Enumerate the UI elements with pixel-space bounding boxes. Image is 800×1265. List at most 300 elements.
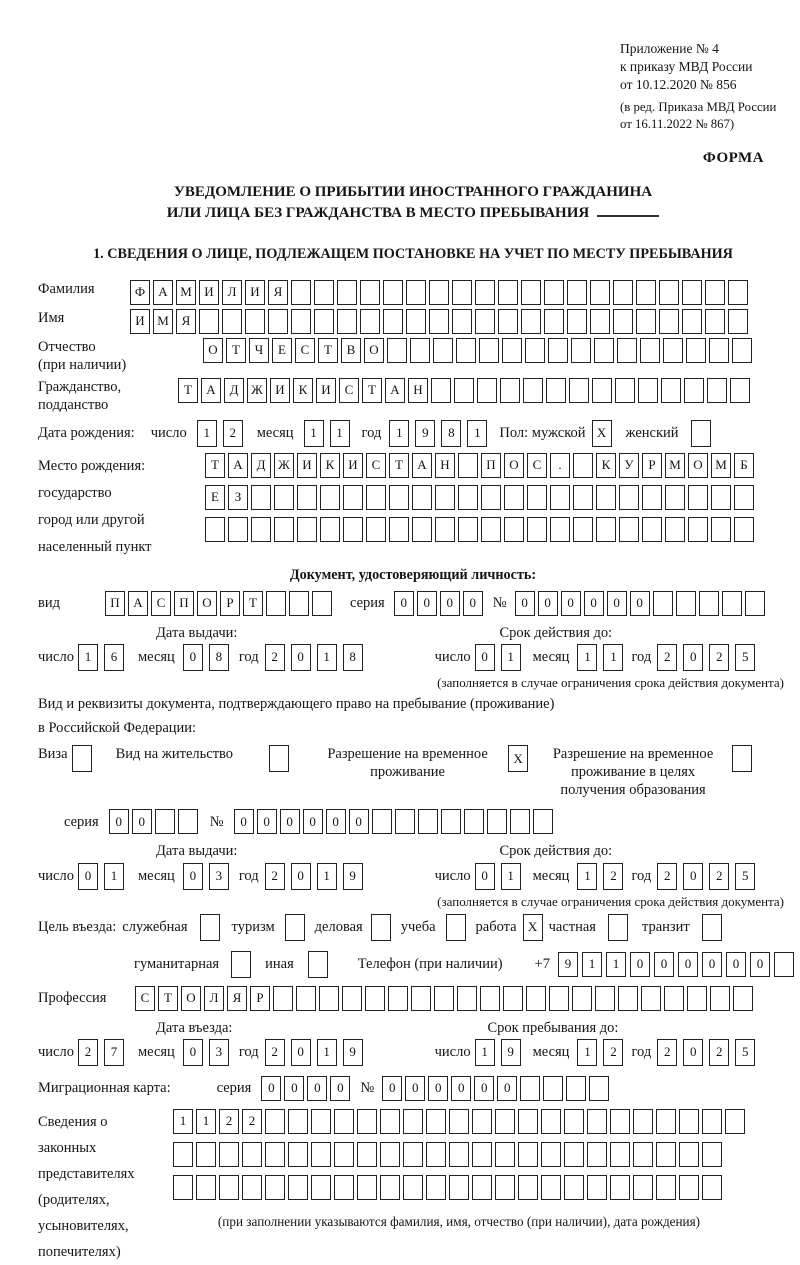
char-cell[interactable] [475, 309, 495, 334]
char-cell[interactable] [456, 338, 476, 363]
char-cell[interactable] [312, 591, 332, 616]
char-cell[interactable]: А [385, 378, 405, 403]
char-cell[interactable] [406, 309, 426, 334]
char-cell[interactable]: 1 [501, 863, 521, 890]
char-cell[interactable] [357, 1142, 377, 1167]
char-cell[interactable]: 0 [428, 1076, 448, 1101]
char-cell[interactable] [395, 809, 415, 834]
char-cell[interactable] [544, 280, 564, 305]
char-cell[interactable] [500, 378, 520, 403]
char-cell[interactable] [242, 1175, 262, 1200]
char-cell[interactable]: 0 [561, 591, 581, 616]
char-cell[interactable] [311, 1109, 331, 1134]
char-cell[interactable] [383, 309, 403, 334]
char-cell[interactable] [337, 280, 357, 305]
char-cell[interactable] [640, 338, 660, 363]
char-cell[interactable] [403, 1142, 423, 1167]
char-cell[interactable] [334, 1142, 354, 1167]
char-cell[interactable] [659, 280, 679, 305]
char-cell[interactable] [687, 986, 707, 1011]
char-cell[interactable]: 0 [474, 1076, 494, 1101]
char-cell[interactable] [564, 1175, 584, 1200]
char-cell[interactable] [734, 485, 754, 510]
char-cell[interactable] [705, 280, 725, 305]
char-cell[interactable]: 2 [709, 644, 729, 671]
char-cell[interactable] [495, 1142, 515, 1167]
char-cell[interactable] [664, 986, 684, 1011]
char-cell[interactable]: А [412, 453, 432, 478]
char-cell[interactable] [730, 378, 750, 403]
char-cell[interactable]: 9 [343, 863, 363, 890]
char-cell[interactable] [429, 280, 449, 305]
char-cell[interactable]: Т [243, 591, 263, 616]
char-cell[interactable]: Р [250, 986, 270, 1011]
char-cell[interactable]: Н [435, 453, 455, 478]
char-cell[interactable] [728, 280, 748, 305]
char-cell[interactable]: 0 [291, 1039, 311, 1066]
char-cell[interactable] [564, 1109, 584, 1134]
char-cell[interactable]: Т [205, 453, 225, 478]
char-cell[interactable] [273, 986, 293, 1011]
char-cell[interactable] [550, 517, 570, 542]
char-cell[interactable]: 0 [497, 1076, 517, 1101]
char-cell[interactable] [520, 1076, 540, 1101]
char-cell[interactable]: Ж [247, 378, 267, 403]
char-cell[interactable]: 0 [726, 952, 746, 977]
char-cell[interactable]: 7 [104, 1039, 124, 1066]
char-cell[interactable] [342, 986, 362, 1011]
char-cell[interactable] [365, 986, 385, 1011]
char-cell[interactable] [610, 1109, 630, 1134]
char-cell[interactable] [734, 517, 754, 542]
char-cell[interactable]: О [504, 453, 524, 478]
char-cell[interactable] [618, 986, 638, 1011]
char-cell[interactable]: 0 [307, 1076, 327, 1101]
char-cell[interactable] [510, 809, 530, 834]
char-cell[interactable]: 2 [657, 863, 677, 890]
char-cell[interactable]: 0 [607, 591, 627, 616]
char-cell[interactable] [544, 309, 564, 334]
char-cell[interactable] [566, 1076, 586, 1101]
char-cell[interactable]: 2 [242, 1109, 262, 1134]
char-cell[interactable] [231, 951, 251, 978]
char-cell[interactable] [633, 1175, 653, 1200]
char-cell[interactable] [426, 1175, 446, 1200]
char-cell[interactable]: 0 [405, 1076, 425, 1101]
char-cell[interactable] [458, 517, 478, 542]
char-cell[interactable]: И [316, 378, 336, 403]
char-cell[interactable] [412, 517, 432, 542]
char-cell[interactable] [269, 745, 289, 772]
char-cell[interactable]: Т [362, 378, 382, 403]
char-cell[interactable] [308, 951, 328, 978]
char-cell[interactable]: 1 [304, 420, 324, 447]
char-cell[interactable] [72, 745, 92, 772]
char-cell[interactable] [449, 1175, 469, 1200]
char-cell[interactable]: 0 [440, 591, 460, 616]
char-cell[interactable]: Л [222, 280, 242, 305]
char-cell[interactable]: 0 [451, 1076, 471, 1101]
char-cell[interactable] [412, 485, 432, 510]
char-cell[interactable] [656, 1175, 676, 1200]
char-cell[interactable] [661, 378, 681, 403]
char-cell[interactable]: Я [227, 986, 247, 1011]
char-cell[interactable] [702, 1109, 722, 1134]
char-cell[interactable] [435, 485, 455, 510]
char-cell[interactable]: С [527, 453, 547, 478]
char-cell[interactable] [546, 378, 566, 403]
char-cell[interactable] [487, 809, 507, 834]
char-cell[interactable] [707, 378, 727, 403]
char-cell[interactable]: 0 [678, 952, 698, 977]
char-cell[interactable] [638, 378, 658, 403]
char-cell[interactable] [710, 986, 730, 1011]
char-cell[interactable] [656, 1109, 676, 1134]
char-cell[interactable] [178, 809, 198, 834]
char-cell[interactable] [251, 517, 271, 542]
char-cell[interactable] [495, 1175, 515, 1200]
char-cell[interactable]: К [293, 378, 313, 403]
char-cell[interactable] [449, 1142, 469, 1167]
char-cell[interactable]: . [550, 453, 570, 478]
char-cell[interactable]: 0 [291, 863, 311, 890]
char-cell[interactable] [587, 1142, 607, 1167]
char-cell[interactable] [200, 914, 220, 941]
char-cell[interactable] [403, 1109, 423, 1134]
char-cell[interactable] [521, 280, 541, 305]
char-cell[interactable]: П [174, 591, 194, 616]
char-cell[interactable] [573, 453, 593, 478]
char-cell[interactable] [320, 517, 340, 542]
char-cell[interactable] [477, 378, 497, 403]
char-cell[interactable] [633, 1109, 653, 1134]
char-cell[interactable] [320, 485, 340, 510]
char-cell[interactable] [266, 591, 286, 616]
char-cell[interactable] [173, 1175, 193, 1200]
char-cell[interactable]: 2 [603, 1039, 623, 1066]
char-cell[interactable] [567, 309, 587, 334]
char-cell[interactable]: 0 [417, 591, 437, 616]
char-cell[interactable] [682, 280, 702, 305]
char-cell[interactable] [334, 1175, 354, 1200]
char-cell[interactable] [590, 280, 610, 305]
char-cell[interactable]: М [665, 453, 685, 478]
char-cell[interactable]: А [201, 378, 221, 403]
char-cell[interactable] [633, 1142, 653, 1167]
char-cell[interactable] [688, 485, 708, 510]
char-cell[interactable] [268, 309, 288, 334]
char-cell[interactable] [619, 485, 639, 510]
char-cell[interactable] [711, 517, 731, 542]
char-cell[interactable]: О [203, 338, 223, 363]
char-cell[interactable]: 0 [132, 809, 152, 834]
char-cell[interactable] [289, 591, 309, 616]
char-cell[interactable] [372, 809, 392, 834]
char-cell[interactable]: И [343, 453, 363, 478]
char-cell[interactable]: 0 [475, 644, 495, 671]
char-cell[interactable]: 1 [78, 644, 98, 671]
char-cell[interactable]: 1 [317, 1039, 337, 1066]
char-cell[interactable]: О [688, 453, 708, 478]
char-cell[interactable] [733, 986, 753, 1011]
char-cell[interactable] [502, 338, 522, 363]
char-cell[interactable] [610, 1142, 630, 1167]
char-cell[interactable] [288, 1175, 308, 1200]
char-cell[interactable] [711, 485, 731, 510]
char-cell[interactable] [686, 338, 706, 363]
char-cell[interactable] [457, 986, 477, 1011]
char-cell[interactable] [641, 986, 661, 1011]
char-cell[interactable]: 2 [78, 1039, 98, 1066]
char-cell[interactable] [608, 914, 628, 941]
char-cell[interactable]: 0 [78, 863, 98, 890]
char-cell[interactable] [774, 952, 794, 977]
char-cell[interactable] [653, 591, 673, 616]
char-cell[interactable]: 0 [630, 591, 650, 616]
char-cell[interactable] [360, 280, 380, 305]
char-cell[interactable]: 0 [538, 591, 558, 616]
char-cell[interactable]: Ч [249, 338, 269, 363]
char-cell[interactable]: 8 [209, 644, 229, 671]
char-cell[interactable] [709, 338, 729, 363]
char-cell[interactable] [403, 1175, 423, 1200]
char-cell[interactable] [619, 517, 639, 542]
char-cell[interactable] [676, 591, 696, 616]
char-cell[interactable] [567, 280, 587, 305]
char-cell[interactable] [503, 986, 523, 1011]
char-cell[interactable] [550, 485, 570, 510]
char-cell[interactable] [656, 1142, 676, 1167]
char-cell[interactable]: 0 [394, 591, 414, 616]
char-cell[interactable] [679, 1109, 699, 1134]
char-cell[interactable] [388, 986, 408, 1011]
char-cell[interactable] [228, 517, 248, 542]
char-cell[interactable] [472, 1142, 492, 1167]
char-cell[interactable] [311, 1142, 331, 1167]
char-cell[interactable] [587, 1109, 607, 1134]
char-cell[interactable] [691, 420, 711, 447]
char-cell[interactable]: 1 [317, 863, 337, 890]
char-cell[interactable]: И [130, 309, 150, 334]
char-cell[interactable] [684, 378, 704, 403]
char-cell[interactable] [433, 338, 453, 363]
char-cell[interactable] [464, 809, 484, 834]
char-cell[interactable] [389, 517, 409, 542]
char-cell[interactable]: 2 [219, 1109, 239, 1134]
char-cell[interactable]: 1 [582, 952, 602, 977]
char-cell[interactable]: 0 [330, 1076, 350, 1101]
char-cell[interactable] [495, 1109, 515, 1134]
char-cell[interactable]: М [711, 453, 731, 478]
char-cell[interactable] [426, 1109, 446, 1134]
char-cell[interactable] [679, 1175, 699, 1200]
char-cell[interactable] [454, 378, 474, 403]
char-cell[interactable] [732, 745, 752, 772]
char-cell[interactable]: 1 [467, 420, 487, 447]
char-cell[interactable] [274, 485, 294, 510]
char-cell[interactable]: А [228, 453, 248, 478]
char-cell[interactable] [475, 280, 495, 305]
char-cell[interactable] [481, 517, 501, 542]
char-cell[interactable] [343, 485, 363, 510]
char-cell[interactable]: 2 [657, 1039, 677, 1066]
char-cell[interactable] [319, 986, 339, 1011]
char-cell[interactable]: П [481, 453, 501, 478]
char-cell[interactable]: Т [158, 986, 178, 1011]
char-cell[interactable]: 3 [209, 1039, 229, 1066]
char-cell[interactable] [311, 1175, 331, 1200]
char-cell[interactable] [219, 1175, 239, 1200]
char-cell[interactable]: В [341, 338, 361, 363]
char-cell[interactable] [431, 378, 451, 403]
char-cell[interactable] [541, 1142, 561, 1167]
char-cell[interactable] [479, 338, 499, 363]
char-cell[interactable] [642, 485, 662, 510]
char-cell[interactable]: Т [389, 453, 409, 478]
char-cell[interactable] [613, 280, 633, 305]
char-cell[interactable] [572, 986, 592, 1011]
char-cell[interactable] [406, 280, 426, 305]
char-cell[interactable] [564, 1142, 584, 1167]
char-cell[interactable] [337, 309, 357, 334]
char-cell[interactable]: Л [204, 986, 224, 1011]
char-cell[interactable]: И [245, 280, 265, 305]
char-cell[interactable]: Я [176, 309, 196, 334]
char-cell[interactable]: 2 [657, 644, 677, 671]
char-cell[interactable]: 5 [735, 1039, 755, 1066]
char-cell[interactable]: 1 [173, 1109, 193, 1134]
char-cell[interactable]: 0 [463, 591, 483, 616]
char-cell[interactable] [155, 809, 175, 834]
char-cell[interactable] [549, 986, 569, 1011]
char-cell[interactable] [296, 986, 316, 1011]
char-cell[interactable]: Е [205, 485, 225, 510]
char-cell[interactable]: Т [318, 338, 338, 363]
char-cell[interactable] [449, 1109, 469, 1134]
char-cell[interactable]: 2 [265, 1039, 285, 1066]
char-cell[interactable] [679, 1142, 699, 1167]
char-cell[interactable]: Я [268, 280, 288, 305]
char-cell[interactable] [199, 309, 219, 334]
char-cell[interactable] [196, 1142, 216, 1167]
char-cell[interactable] [518, 1142, 538, 1167]
char-cell[interactable]: 0 [303, 809, 323, 834]
char-cell[interactable]: С [339, 378, 359, 403]
char-cell[interactable]: Р [220, 591, 240, 616]
char-cell[interactable] [219, 1142, 239, 1167]
char-cell[interactable]: 0 [284, 1076, 304, 1101]
char-cell[interactable] [472, 1109, 492, 1134]
char-cell[interactable]: 1 [577, 1039, 597, 1066]
char-cell[interactable] [548, 338, 568, 363]
char-cell[interactable]: 0 [291, 644, 311, 671]
char-cell[interactable]: 2 [709, 863, 729, 890]
char-cell[interactable] [642, 517, 662, 542]
char-cell[interactable] [699, 591, 719, 616]
char-cell[interactable] [527, 485, 547, 510]
char-cell[interactable]: 6 [104, 644, 124, 671]
char-cell[interactable]: М [153, 309, 173, 334]
char-cell[interactable] [383, 280, 403, 305]
char-cell[interactable] [518, 1175, 538, 1200]
char-cell[interactable]: О [197, 591, 217, 616]
char-cell[interactable]: 2 [265, 863, 285, 890]
char-cell[interactable]: X [592, 420, 612, 447]
char-cell[interactable]: Д [224, 378, 244, 403]
char-cell[interactable] [541, 1175, 561, 1200]
char-cell[interactable]: И [270, 378, 290, 403]
char-cell[interactable] [665, 517, 685, 542]
char-cell[interactable]: А [128, 591, 148, 616]
char-cell[interactable]: О [181, 986, 201, 1011]
char-cell[interactable] [595, 986, 615, 1011]
char-cell[interactable] [543, 1076, 563, 1101]
char-cell[interactable] [594, 338, 614, 363]
char-cell[interactable] [498, 280, 518, 305]
char-cell[interactable] [411, 986, 431, 1011]
char-cell[interactable]: 1 [475, 1039, 495, 1066]
char-cell[interactable] [526, 986, 546, 1011]
char-cell[interactable] [481, 485, 501, 510]
char-cell[interactable] [242, 1142, 262, 1167]
char-cell[interactable]: 9 [558, 952, 578, 977]
char-cell[interactable] [366, 485, 386, 510]
char-cell[interactable] [285, 914, 305, 941]
char-cell[interactable]: 1 [577, 863, 597, 890]
char-cell[interactable] [265, 1175, 285, 1200]
char-cell[interactable] [636, 309, 656, 334]
char-cell[interactable] [371, 914, 391, 941]
char-cell[interactable]: 0 [515, 591, 535, 616]
char-cell[interactable]: С [366, 453, 386, 478]
char-cell[interactable]: 0 [683, 1039, 703, 1066]
char-cell[interactable] [458, 485, 478, 510]
char-cell[interactable]: 1 [389, 420, 409, 447]
char-cell[interactable] [418, 809, 438, 834]
char-cell[interactable]: 1 [501, 644, 521, 671]
char-cell[interactable]: 0 [257, 809, 277, 834]
char-cell[interactable]: 0 [702, 952, 722, 977]
char-cell[interactable] [663, 338, 683, 363]
char-cell[interactable]: И [297, 453, 317, 478]
char-cell[interactable]: С [151, 591, 171, 616]
char-cell[interactable] [521, 309, 541, 334]
char-cell[interactable] [389, 485, 409, 510]
char-cell[interactable]: Ф [130, 280, 150, 305]
char-cell[interactable] [480, 986, 500, 1011]
char-cell[interactable]: 8 [441, 420, 461, 447]
char-cell[interactable]: X [508, 745, 528, 772]
char-cell[interactable]: 2 [265, 644, 285, 671]
char-cell[interactable] [196, 1175, 216, 1200]
char-cell[interactable] [615, 378, 635, 403]
char-cell[interactable] [274, 517, 294, 542]
char-cell[interactable]: 9 [415, 420, 435, 447]
char-cell[interactable] [523, 378, 543, 403]
char-cell[interactable] [504, 517, 524, 542]
char-cell[interactable] [504, 485, 524, 510]
char-cell[interactable]: Р [642, 453, 662, 478]
char-cell[interactable] [688, 517, 708, 542]
char-cell[interactable]: Д [251, 453, 271, 478]
char-cell[interactable]: Т [226, 338, 246, 363]
char-cell[interactable] [314, 280, 334, 305]
char-cell[interactable] [343, 517, 363, 542]
char-cell[interactable] [569, 378, 589, 403]
char-cell[interactable] [745, 591, 765, 616]
char-cell[interactable]: 0 [654, 952, 674, 977]
char-cell[interactable] [429, 309, 449, 334]
